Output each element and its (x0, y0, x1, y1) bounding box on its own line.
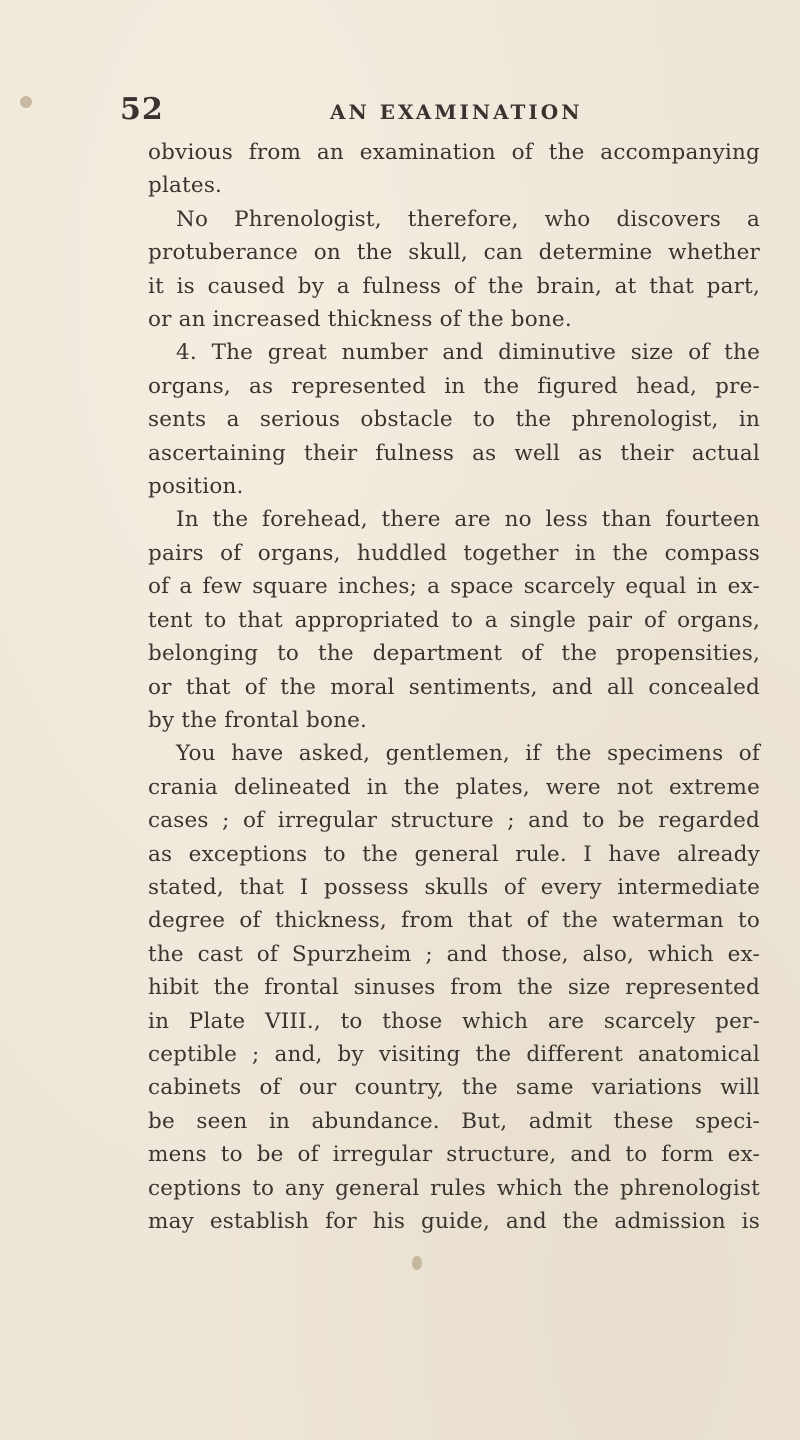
text-line: ascertaining their fulness as well as their actual (148, 440, 760, 466)
text-line: ceptible ; and, by visiting the different anatomical (148, 1041, 760, 1067)
paper-speck (412, 1256, 422, 1270)
text-line: cases ; of irregular structure ; and to be regarded (148, 808, 760, 834)
text-line: position. (148, 474, 244, 500)
text-line: mens to be of irregular structure, and to form ex- (148, 1142, 760, 1168)
text-line: ceptions to any general rules which the phrenologist (148, 1175, 760, 1201)
text-line: No Phrenologist, therefore, who discovers a (176, 206, 760, 232)
text-line: hibit the frontal sinuses from the size represented (148, 975, 760, 1001)
text-line: may establish for his guide, and the admission is (148, 1209, 760, 1234)
text-line: You have asked, gentlemen, if the specimens of (176, 741, 760, 767)
text-line: by the frontal bone. (148, 707, 368, 733)
paper-speck (20, 96, 32, 108)
page-header (120, 92, 740, 132)
text-line: cabinets of our country, the same variations will (148, 1075, 760, 1101)
text-line: it is caused by a fulness of the brain, at that part, (148, 273, 760, 299)
text-line: of a few square inches; a space scarcely equal in ex- (148, 574, 760, 600)
text-line: 4. The great number and diminutive size of the (176, 340, 760, 366)
text-line: In the forehead, there are no less than fourteen (176, 507, 760, 533)
text-line: degree of thickness, from that of the waterman to (148, 908, 760, 934)
text-line: as exceptions to the general rule. I have already (148, 841, 760, 867)
text-line: protuberance on the skull, can determine whether (148, 240, 760, 266)
text-line: organs, as represented in the figured head, pre- (148, 373, 760, 399)
text-line: stated, that I possess skulls of every intermediate (148, 874, 760, 900)
text-line: obvious from an examination of the accompanying (148, 140, 760, 165)
body-text (148, 136, 760, 1238)
text-line: belonging to the department of the propensities, (148, 641, 760, 667)
text-line: the cast of Spurzheim ; and those, also, which ex- (148, 941, 760, 967)
text-line: sents a serious obstacle to the phrenologist, in (148, 407, 760, 433)
text-line: be seen in abundance. But, admit these speci- (148, 1108, 760, 1134)
text-line: plates. (148, 173, 223, 199)
text-line: or an increased thickness of the bone. (148, 307, 572, 333)
page-number: 52 (120, 92, 164, 127)
text-line: pairs of organs, huddled together in the compass (148, 540, 760, 566)
text-line: or that of the moral sentiments, and all concealed (148, 674, 760, 700)
text-line: in Plate VIII., to those which are scarcely per- (148, 1008, 760, 1034)
text-line: crania delineated in the plates, were not extreme (148, 774, 760, 800)
running-head: AN EXAMINATION (330, 100, 583, 124)
text-line: tent to that appropriated to a single pair of organs, (148, 607, 760, 633)
